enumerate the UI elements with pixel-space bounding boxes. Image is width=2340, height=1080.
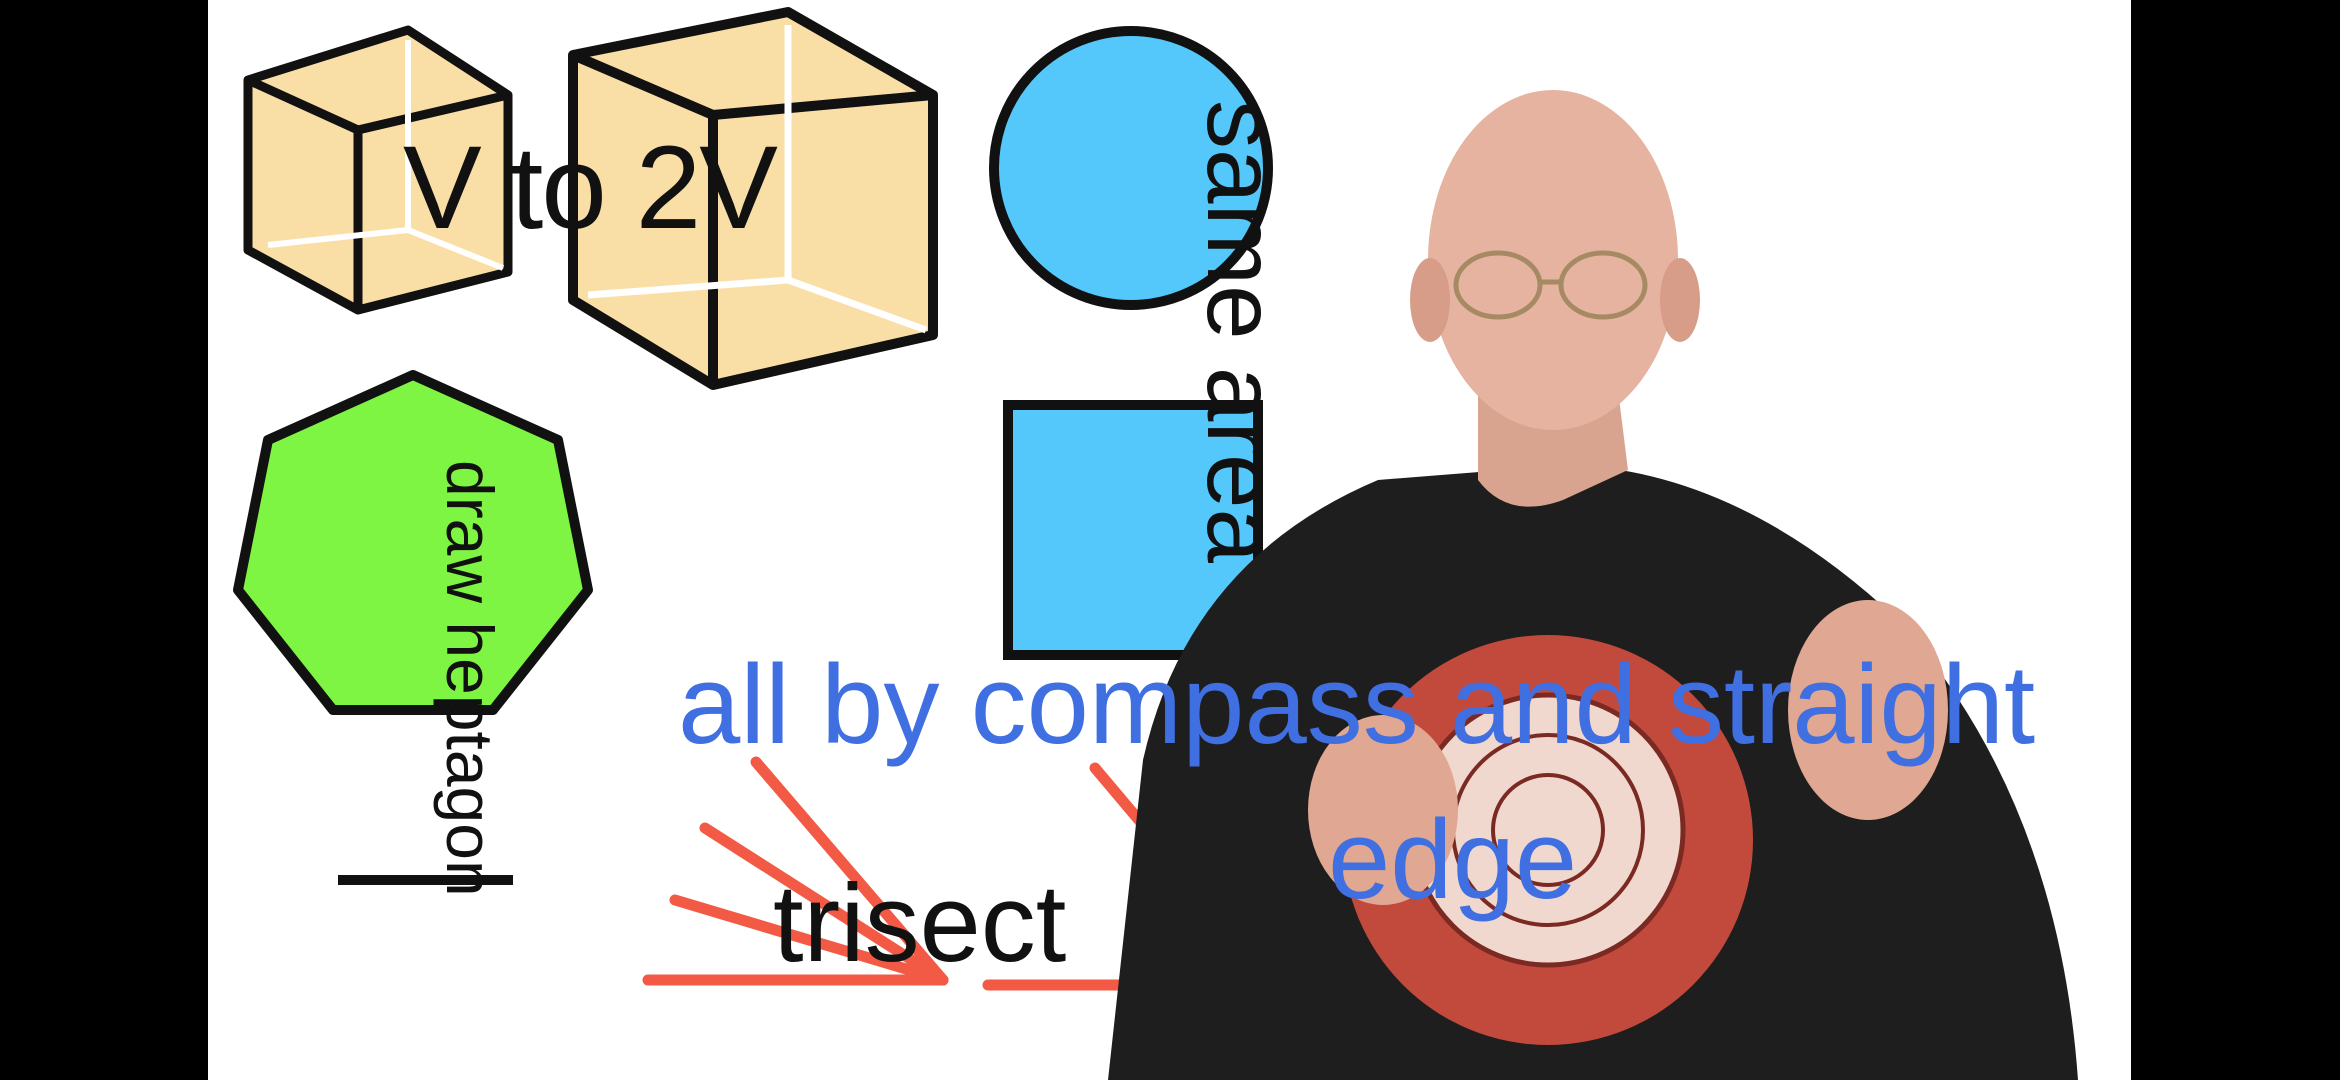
presenter-ear-right <box>1660 258 1700 342</box>
angle-caption: trisect <box>773 862 1067 985</box>
presenter-ear-left <box>1410 258 1450 342</box>
compass-caption-line1: all by compass and straight <box>678 642 2036 767</box>
heptagon-caption: draw heptagon <box>433 460 507 897</box>
cube-caption: V to 2V <box>403 122 777 254</box>
heptagon-shape <box>238 375 588 710</box>
right-letterbox <box>2131 0 2340 1080</box>
video-frame[interactable] <box>208 0 2131 1080</box>
presenter-head <box>1428 90 1678 430</box>
compass-caption-line2: edge <box>1328 797 1578 922</box>
left-letterbox <box>0 0 208 1080</box>
circle-square-caption: same area <box>1187 100 1297 564</box>
